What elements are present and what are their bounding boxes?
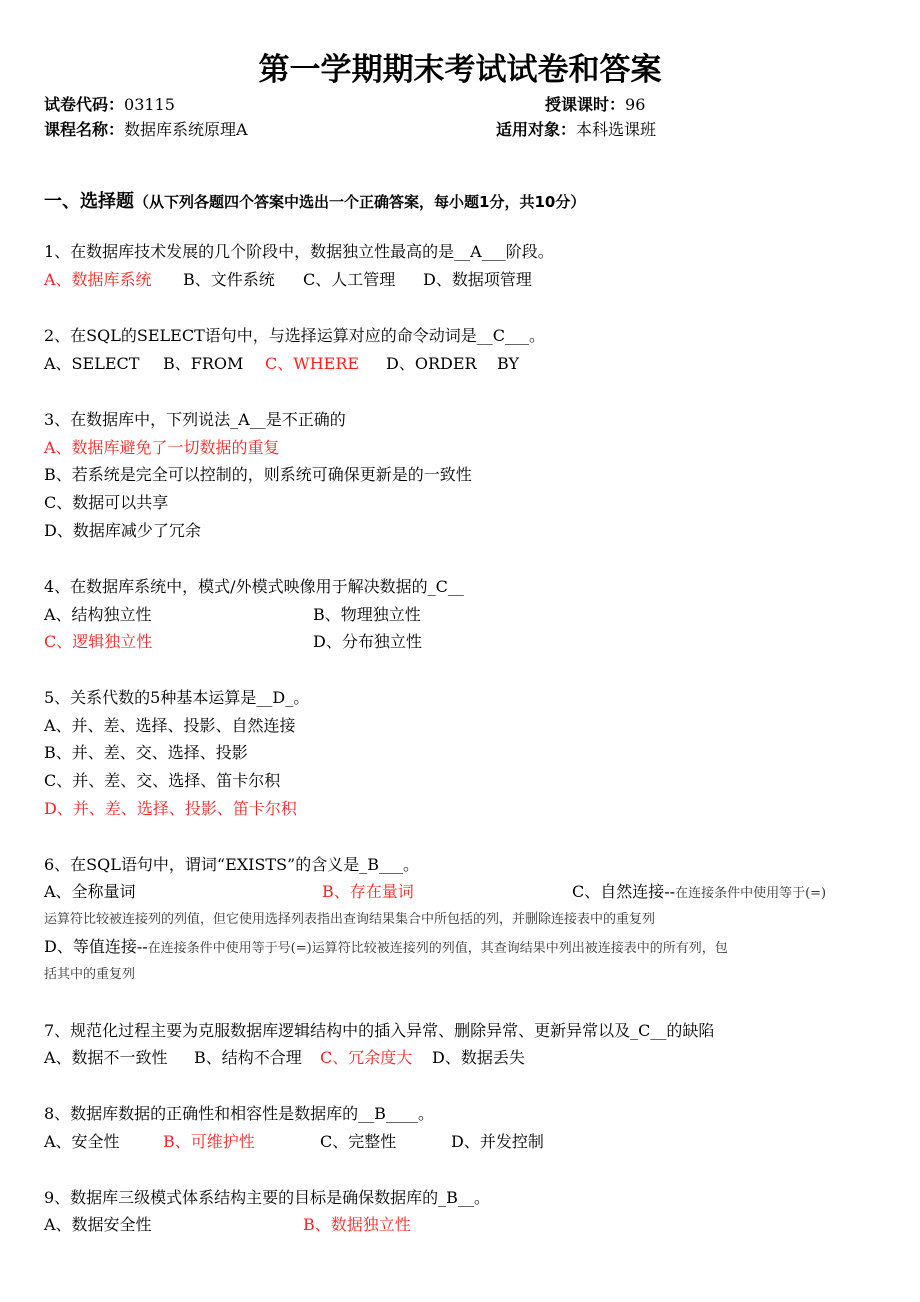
target-audience-label: 适用对象： — [496, 120, 577, 139]
question-2-stem: 2、在SQL的SELECT语句中，与选择运算对应的命令动词是__C___。 — [44, 326, 545, 345]
question-9-option-b: B、数据独立性 — [303, 1215, 411, 1234]
question-7-option-c: C、冗余度大 — [320, 1048, 413, 1067]
course-name — [44, 118, 248, 142]
question-9-stem: 9、数据库三级模式体系结构主要的目标是确保数据库的_B__。 — [44, 1188, 490, 1207]
course-hours-label: 授课课时： — [545, 95, 626, 114]
course-hours — [545, 93, 645, 117]
question-1-option-c: C、人工管理 — [303, 270, 396, 289]
question-5-option-a: A、并、差、选择、投影、自然连接 — [44, 716, 296, 735]
course-name-label: 课程名称： — [44, 120, 125, 139]
question-7-option-a: A、数据不一致性 — [44, 1048, 168, 1067]
question-3-option-c: C、数据可以共享 — [44, 493, 169, 512]
question-4-option-c: C、逻辑独立性 — [44, 632, 153, 651]
question-8-option-c: C、完整性 — [320, 1132, 397, 1151]
question-2-option-c: C、WHERE — [265, 354, 360, 373]
question-9-option-a: A、数据安全性 — [44, 1215, 152, 1234]
target-audience — [496, 118, 656, 142]
question-7-option-b: B、结构不合理 — [194, 1048, 302, 1067]
question-3-option-d: D、数据库减少了冗余 — [44, 521, 201, 540]
question-1-option-d: D、数据项管理 — [423, 270, 532, 289]
exam-code — [44, 93, 175, 117]
section-heading — [44, 190, 585, 214]
question-1-option-b: B、文件系统 — [183, 270, 275, 289]
question-6-option-c-note-cont: 运算符比较被连接列的列值，但它使用选择列表指出查询结果集合中所包括的列，并删除连接表中的重复列 — [44, 912, 656, 927]
question-6-option-a: A、全称量词 — [44, 882, 136, 901]
question-8-option-a: A、安全性 — [44, 1132, 120, 1151]
course-name-value: 数据库系统原理A — [124, 120, 248, 139]
question-5-option-b: B、并、差、交、选择、投影 — [44, 743, 248, 762]
question-6-option-d-label: D、等值连接-- — [44, 937, 148, 956]
question-4-option-b: B、物理独立性 — [313, 605, 421, 624]
question-5-option-d: D、并、差、选择、投影、笛卡尔积 — [44, 799, 297, 818]
question-6-stem: 6、在SQL语句中，谓词“EXISTS”的含义是_B___。 — [44, 855, 419, 874]
question-3-option-b: B、若系统是完全可以控制的，则系统可确保更新是的一致性 — [44, 465, 472, 484]
question-6-option-b: B、存在量词 — [322, 882, 414, 901]
question-8-option-b: B、可维护性 — [163, 1132, 255, 1151]
exam-code-label: 试卷代码： — [44, 95, 125, 114]
question-5-option-c: C、并、差、交、选择、笛卡尔积 — [44, 771, 281, 790]
question-6-option-d — [44, 935, 728, 961]
question-3-option-a: A、数据库避免了一切数据的重复 — [44, 438, 280, 457]
exam-code-value: 03115 — [124, 95, 175, 114]
question-6-option-d-note: 在连接条件中使用等于号(=)运算符比较被连接列的列值，其查询结果中列出被连接表中的所有列，包 — [147, 941, 728, 956]
question-8-option-d: D、并发控制 — [451, 1132, 544, 1151]
section-title: 一、选择题 — [44, 191, 134, 212]
question-2-option-d-cont: BY — [497, 354, 520, 373]
target-audience-value: 本科选课班 — [576, 120, 657, 139]
section-instruction: （从下列各题四个答案中选出一个正确答案，每小题1分，共10分） — [134, 193, 586, 211]
course-hours-value: 96 — [625, 95, 646, 114]
question-2-option-b: B、FROM — [163, 354, 244, 373]
question-8-stem: 8、数据库数据的正确性和相容性是数据库的__B____。 — [44, 1104, 434, 1123]
question-6-option-c — [572, 880, 826, 906]
question-2-option-a: A、SELECT — [44, 354, 140, 373]
question-1-option-a: A、数据库系统 — [44, 270, 152, 289]
question-6-option-c-label: C、自然连接-- — [572, 882, 676, 901]
question-6-option-c-note: 在连接条件中使用等于(=) — [675, 886, 827, 901]
question-3-stem: 3、在数据库中，下列说法_A__是不正确的 — [44, 410, 346, 429]
question-4-stem: 4、在数据库系统中，模式/外模式映像用于解决数据的_C__ — [44, 577, 464, 596]
question-7-stem: 7、规范化过程主要为克服数据库逻辑结构中的插入异常、删除异常、更新异常以及_C__的缺陷 — [44, 1021, 715, 1040]
question-6-option-d-note-cont: 括其中的重复列 — [44, 967, 136, 982]
question-5-stem: 5、关系代数的5种基本运算是__D_。 — [44, 688, 310, 707]
question-7-option-d: D、数据丢失 — [432, 1048, 525, 1067]
page-title: 第一学期期末考试试卷和答案 — [258, 52, 662, 88]
question-2-option-d: D、ORDER — [386, 354, 477, 373]
question-4-option-d: D、分布独立性 — [313, 632, 422, 651]
question-4-option-a: A、结构独立性 — [44, 605, 152, 624]
question-1-stem: 1、在数据库技术发展的几个阶段中，数据独立性最高的是__A___阶段。 — [44, 242, 554, 261]
